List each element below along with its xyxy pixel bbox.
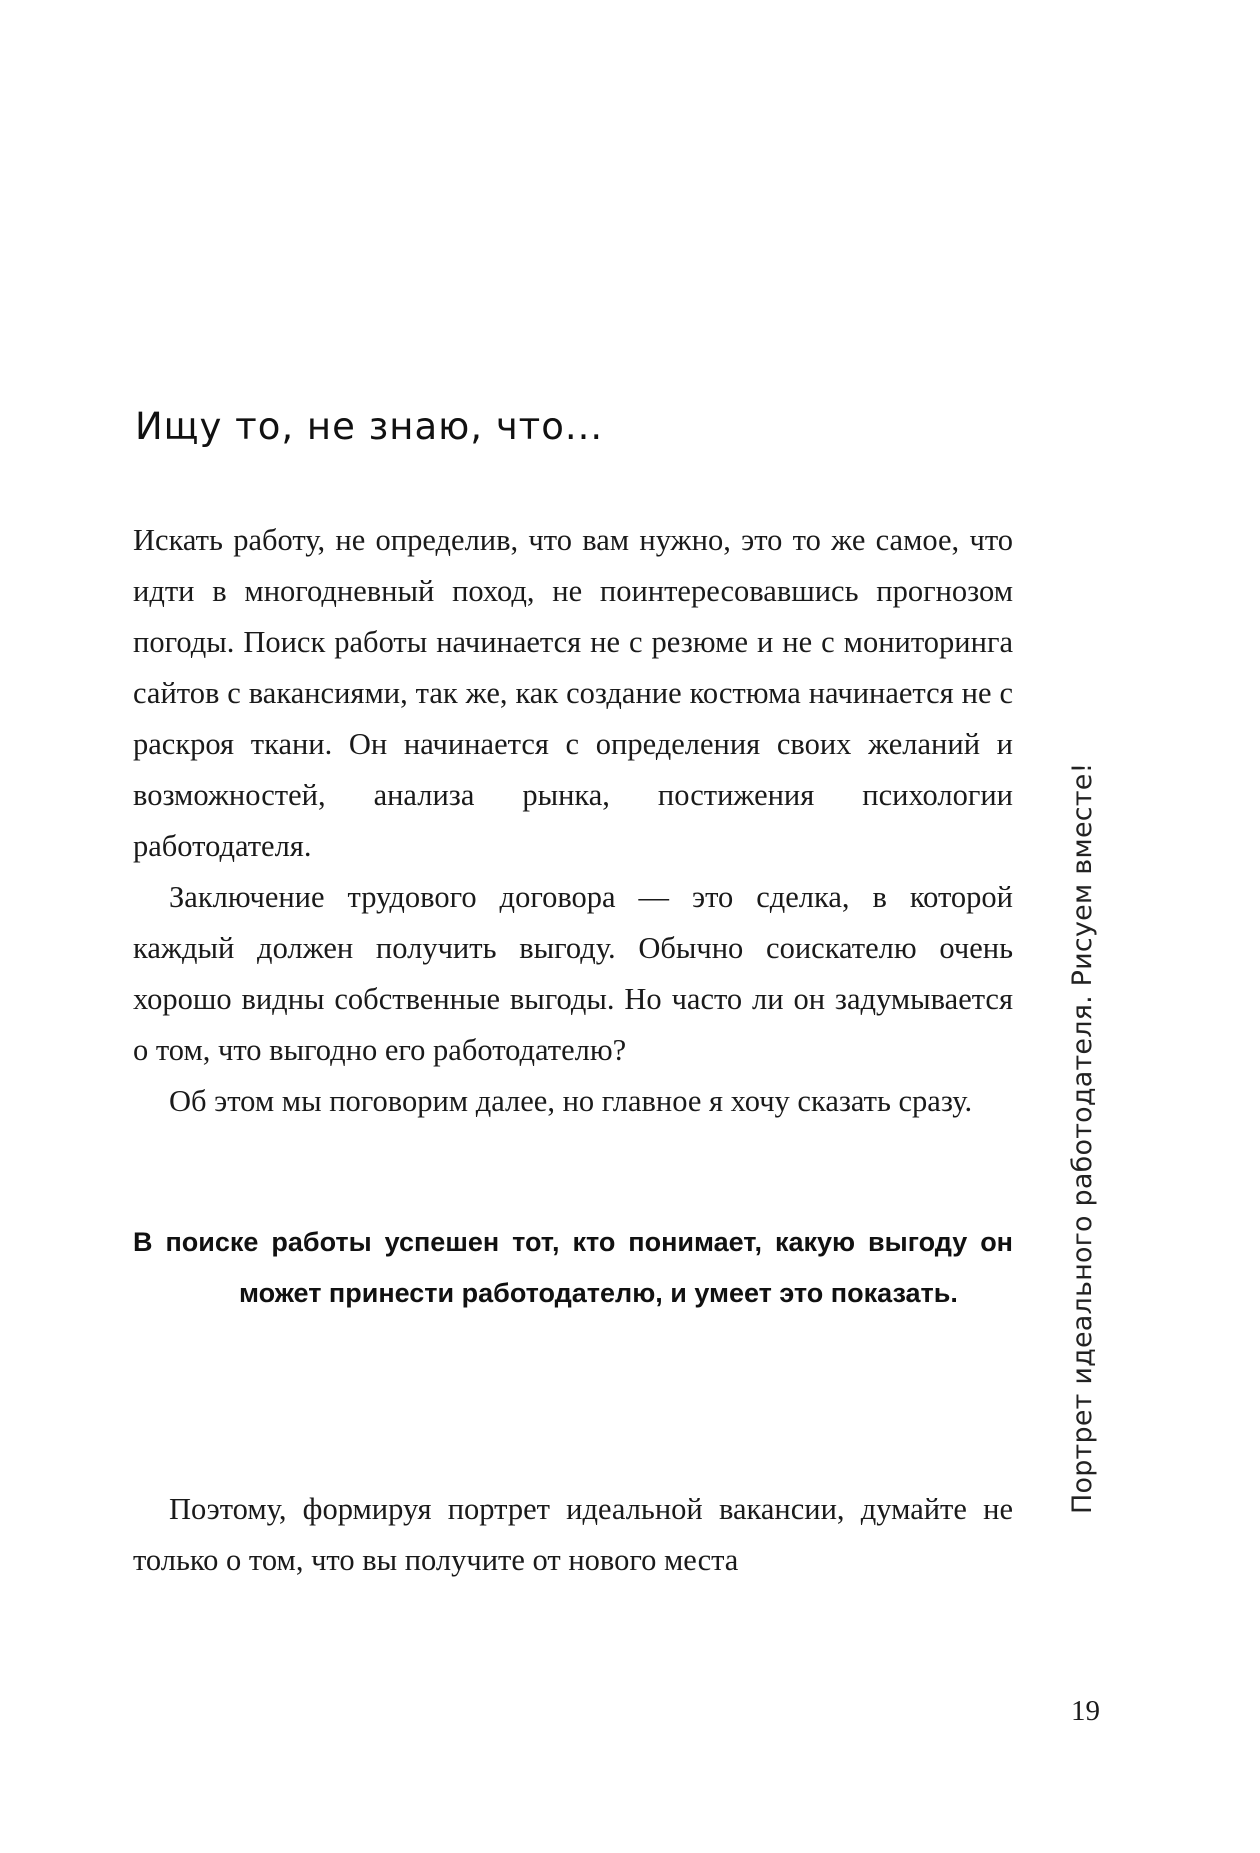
highlighted-statement: В поиске работы успешен тот, кто понимает, какую выгоду он может принести работодателю, и умеет это показать. xyxy=(133,1227,1013,1308)
body-text-top xyxy=(133,515,1013,1127)
paragraph: Заключение трудового договора — это сделка, в которой каждый должен получить выгоду. Обычно соискателю очень хорошо видны собственные выгоды. Но часто ли он задумывается о том, что выгодно его работодателю? xyxy=(133,880,1013,1067)
paragraph: Искать работу, не определив, что вам нужно, это то же самое, что идти в многодневный поход, не поинтересовавшись прогнозом погоды. Поиск работы начинается не с резюме и не с мониторинга сайтов с вакансиями, так же, как создание костюма начинается не с раскроя ткани. Он начинается с определения своих желаний и возможностей, анализа рынка, постижения психологии работодателя. xyxy=(133,523,1013,863)
running-head: Портрет идеального работодателя. Рисуем вместе! xyxy=(1067,762,1098,1514)
page-number: 19 xyxy=(1071,1695,1100,1727)
paragraph: Поэтому, формируя портрет идеальной вакансии, думайте не только о том, что вы получите от нового места xyxy=(133,1492,1013,1577)
body-text-bottom xyxy=(133,1484,1013,1586)
section-heading: Ищу то, не знаю, что... xyxy=(135,405,604,448)
paragraph: Об этом мы поговорим далее, но главное я хочу сказать сразу. xyxy=(169,1084,973,1118)
